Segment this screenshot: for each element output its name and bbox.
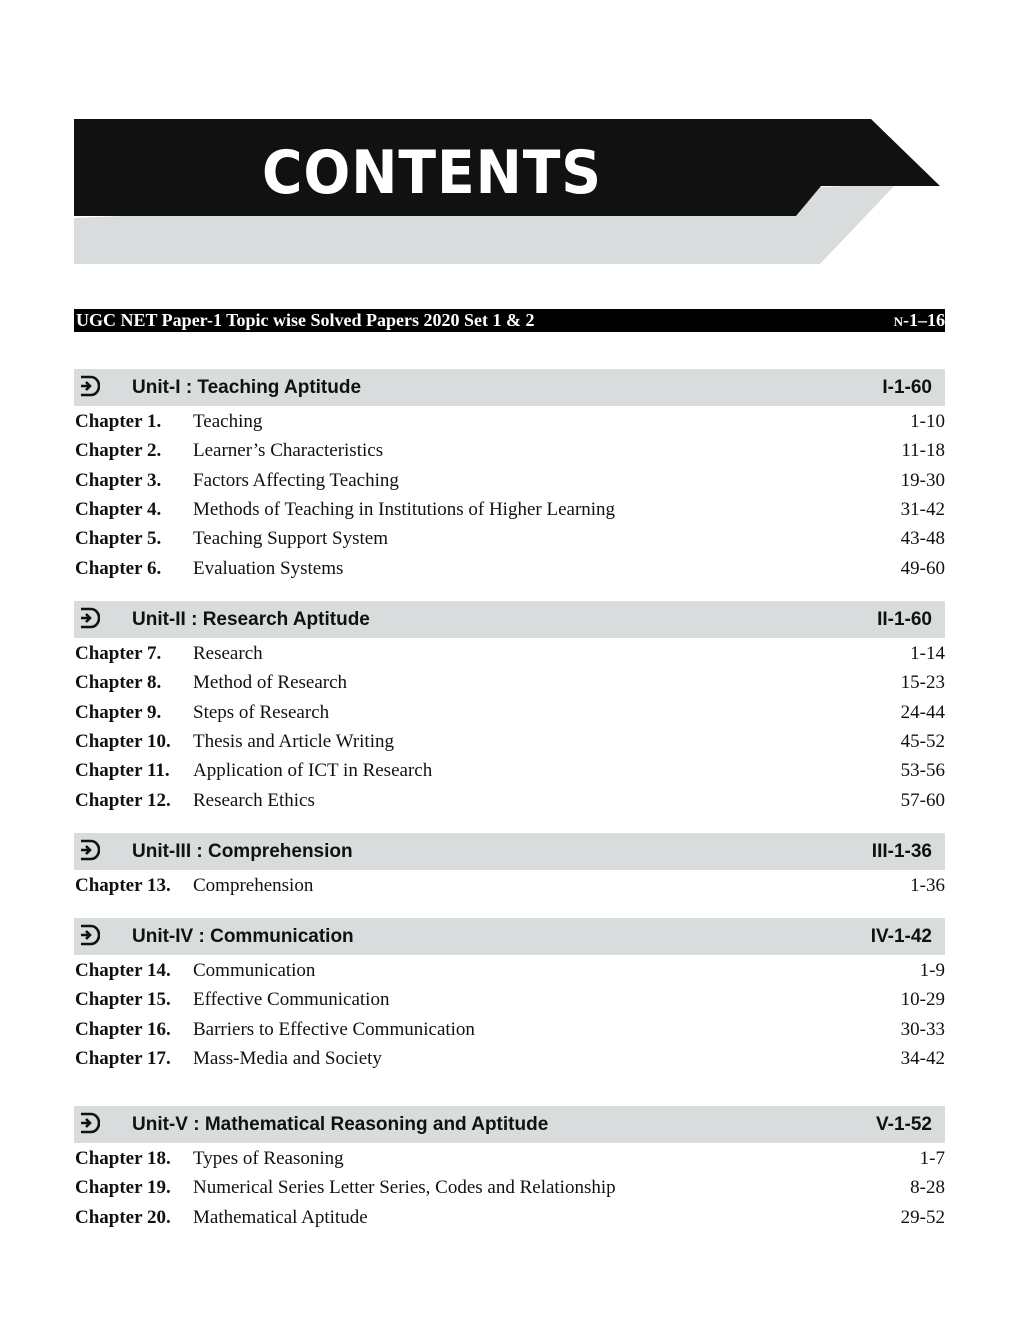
chapter-name: Factors Affecting Teaching xyxy=(193,470,399,491)
arrow-right-icon xyxy=(78,837,100,863)
chapter-number: Chapter 4. xyxy=(75,499,162,520)
chapter-pages: 19-30 xyxy=(900,470,945,491)
chapter-row xyxy=(74,1173,945,1202)
unit-title: Unit-III : Comprehension xyxy=(132,841,353,862)
chapter-number: Chapter 8. xyxy=(75,672,162,693)
chapter-pages: 8-28 xyxy=(910,1177,945,1198)
chapter-row xyxy=(74,1144,945,1173)
chapter-pages: 45-52 xyxy=(900,731,945,752)
solved-papers-pages-range: -1–16 xyxy=(903,310,945,330)
chapter-name: Methods of Teaching in Institutions of Higher Learning xyxy=(193,499,616,520)
chapter-number: Chapter 2. xyxy=(75,440,162,461)
unit-pages: IV-1-42 xyxy=(870,926,932,947)
chapter-name: Types of Reasoning xyxy=(193,1148,344,1169)
unit-header-5 xyxy=(74,1106,945,1143)
unit-title: Unit-V : Mathematical Reasoning and Aptitude xyxy=(132,1114,549,1135)
chapter-number: Chapter 3. xyxy=(75,470,162,491)
arrow-right-icon xyxy=(78,605,100,631)
chapter-pages: 24-44 xyxy=(900,702,945,723)
chapter-pages: 15-23 xyxy=(900,672,945,693)
chapter-name: Teaching Support System xyxy=(193,528,388,549)
solved-papers-bar xyxy=(74,309,945,332)
unit-header-4 xyxy=(74,918,945,955)
chapter-row xyxy=(74,495,945,524)
solved-papers-title: UGC NET Paper-1 Topic wise Solved Papers 2020 Set 1 & 2 xyxy=(76,310,535,330)
chapter-name: Learner’s Characteristics xyxy=(193,440,384,461)
chapter-number: Chapter 12. xyxy=(75,790,171,811)
arrow-right-icon xyxy=(78,373,100,399)
chapter-row xyxy=(74,985,945,1014)
chapter-pages: 53-56 xyxy=(900,760,945,781)
chapter-number: Chapter 6. xyxy=(75,558,162,579)
chapter-pages: 1-7 xyxy=(919,1148,945,1169)
chapter-row xyxy=(74,1203,945,1232)
chapter-pages: 34-42 xyxy=(900,1048,945,1069)
chapter-number: Chapter 15. xyxy=(75,989,171,1010)
chapter-name: Barriers to Effective Communication xyxy=(193,1019,475,1040)
chapter-row xyxy=(74,786,945,815)
chapter-row xyxy=(74,466,945,495)
chapter-number: Chapter 14. xyxy=(75,960,171,981)
chapter-name: Research Ethics xyxy=(193,790,315,811)
chapter-row xyxy=(74,524,945,553)
page-title: CONTENTS xyxy=(262,138,602,208)
chapter-number: Chapter 1. xyxy=(75,411,162,432)
unit-header-3 xyxy=(74,833,945,870)
chapter-pages: 11-18 xyxy=(901,440,945,461)
unit-pages: II-1-60 xyxy=(877,609,932,630)
chapter-pages: 10-29 xyxy=(900,989,945,1010)
chapter-row xyxy=(74,1044,945,1073)
unit-title: Unit-I : Teaching Aptitude xyxy=(132,377,362,398)
unit-pages: I-1-60 xyxy=(882,377,932,398)
chapter-pages: 29-52 xyxy=(900,1207,945,1228)
chapter-name: Communication xyxy=(193,960,316,981)
chapter-number: Chapter 5. xyxy=(75,528,162,549)
chapter-pages: 30-33 xyxy=(900,1019,945,1040)
chapter-number: Chapter 16. xyxy=(75,1019,171,1040)
chapter-number: Chapter 18. xyxy=(75,1148,171,1169)
chapter-name: Method of Research xyxy=(193,672,348,693)
chapter-row xyxy=(74,871,945,900)
chapter-row xyxy=(74,1015,945,1044)
chapter-number: Chapter 9. xyxy=(75,702,162,723)
unit-header-2 xyxy=(74,601,945,638)
chapter-pages: 57-60 xyxy=(900,790,945,811)
chapter-name: Teaching xyxy=(193,411,263,432)
chapter-row xyxy=(74,554,945,583)
chapter-pages: 49-60 xyxy=(900,558,945,579)
arrow-right-icon xyxy=(78,922,100,948)
chapter-name: Thesis and Article Writing xyxy=(193,731,394,752)
chapter-row xyxy=(74,668,945,697)
chapter-pages: 1-9 xyxy=(919,960,945,981)
chapter-row xyxy=(74,756,945,785)
chapter-name: Mathematical Aptitude xyxy=(193,1207,368,1228)
chapter-name: Research xyxy=(193,643,263,664)
chapter-name: Comprehension xyxy=(193,875,314,896)
chapter-number: Chapter 10. xyxy=(75,731,171,752)
chapter-name: Numerical Series Letter Series, Codes and Relationship xyxy=(193,1177,616,1198)
chapter-row xyxy=(74,639,945,668)
chapter-name: Steps of Research xyxy=(193,702,330,723)
chapter-row xyxy=(74,407,945,436)
chapter-number: Chapter 17. xyxy=(75,1048,171,1069)
unit-header-1 xyxy=(74,369,945,406)
unit-pages: III-1-36 xyxy=(871,841,932,862)
chapter-name: Mass-Media and Society xyxy=(193,1048,382,1069)
chapter-number: Chapter 20. xyxy=(75,1207,171,1228)
unit-pages: V-1-52 xyxy=(876,1114,932,1135)
unit-title: Unit-IV : Communication xyxy=(132,926,354,947)
chapter-number: Chapter 7. xyxy=(75,643,162,664)
chapter-number: Chapter 13. xyxy=(75,875,171,896)
solved-papers-pages-prefix: N xyxy=(893,314,903,329)
chapter-name: Evaluation Systems xyxy=(193,558,344,579)
chapter-row xyxy=(74,956,945,985)
chapter-pages: 1-36 xyxy=(910,875,945,896)
chapter-pages: 43-48 xyxy=(900,528,945,549)
chapter-row xyxy=(74,698,945,727)
contents-banner xyxy=(0,0,1020,300)
chapter-row xyxy=(74,436,945,465)
chapter-number: Chapter 19. xyxy=(75,1177,171,1198)
arrow-right-icon xyxy=(78,1110,100,1136)
unit-title: Unit-II : Research Aptitude xyxy=(132,609,370,630)
chapter-row xyxy=(74,727,945,756)
chapter-pages: 1-14 xyxy=(910,643,945,664)
chapter-pages: 1-10 xyxy=(910,411,945,432)
chapter-number: Chapter 11. xyxy=(75,760,170,781)
chapter-name: Application of ICT in Research xyxy=(193,760,433,781)
chapter-pages: 31-42 xyxy=(900,499,945,520)
solved-papers-pages xyxy=(894,309,945,333)
chapter-name: Effective Communication xyxy=(193,989,390,1010)
